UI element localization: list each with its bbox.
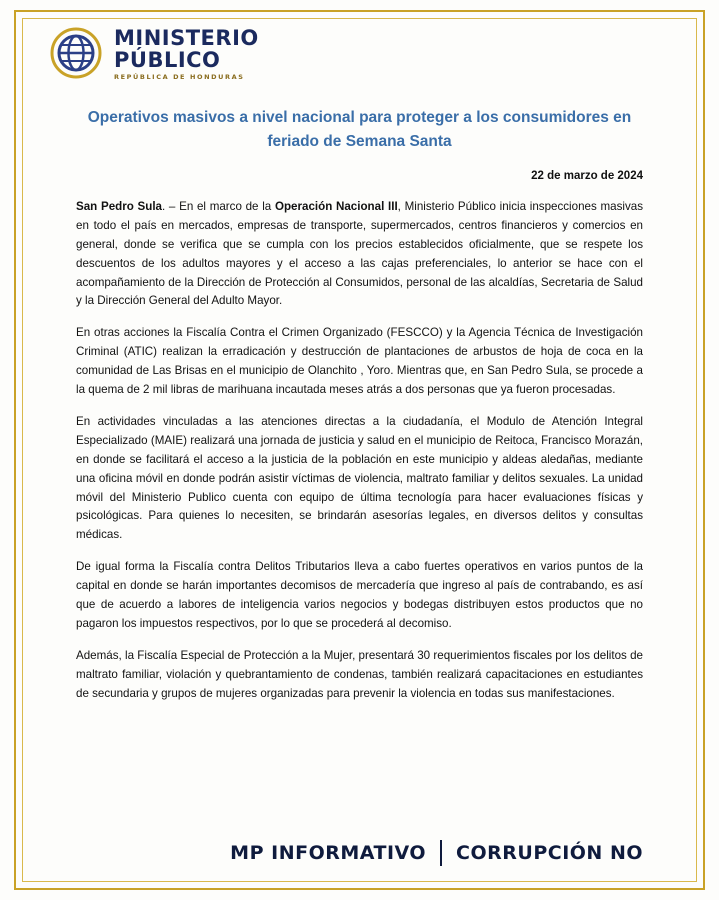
- paragraph-1-rest: , Ministerio Público inicia inspecciones masivas en todo el país en mercados, empresas de transporte, supermercados, centros financieros y comercios en general, donde se verifica que se cumpla con los precios establecidos oficialmente, que se respete los descuentos de los adultos mayores y el acceso a las cajas preferenciales, lo anterior se hace con el acompañamiento de la Dirección de Protección al Consumidos, personal de las alcaldías, Secretaria de Salud y la Dirección General del Adulto Mayor.: [76, 200, 643, 308]
- paragraph-1: [76, 198, 643, 311]
- corner-ornament-top-right: [679, 10, 705, 36]
- dateline-city: San Pedro Sula: [76, 200, 163, 214]
- brand-line-publico: PÚBLICO: [114, 47, 221, 72]
- article-body: [40, 198, 679, 703]
- operation-name: Operación Nacional III: [274, 200, 398, 214]
- paragraph-2: En otras acciones la Fiscalía Contra el Crimen Organizado (FESCCO) y la Agencia Técnica de Investigación Criminal (ATIC) realizan la erradicación y destrucción de plantaciones de arbustos de hoja de coca en la comunidad de Las Brisas en el municipio de Olanchito , Yoro. Mientras que, en San Pedro Sula, se procede a la quema de 2 mil libras de marihuana incautada meses atrás a dos personas que ya fueron procesadas.: [76, 326, 643, 397]
- paragraph-4: De igual forma la Fiscalía contra Delitos Tributarios lleva a cabo fuertes operativos en varios puntos de la capital en donde se harán importantes decomisos de mercadería que ingreso al país de contrabando, es así que de acuerdo a labores de inteligencia varios negocios y bodegas distribuyen estos productos que no pagaron los impuestos respectivos, por lo que se procederá al decomiso.: [76, 560, 643, 630]
- document-header: [40, 24, 679, 82]
- document-footer: [76, 840, 643, 866]
- corner-ornament-bottom-right: [679, 864, 705, 890]
- brand-line-ministerio: MINISTERIO: [114, 25, 259, 50]
- footer-left-text: MP INFORMATIVO: [230, 842, 427, 864]
- paragraph-5: Además, la Fiscalía Especial de Protección a la Mujer, presentará 30 requerimientos fiscales por los delitos de maltrato familiar, violación y quebrantamiento de condenas, también realizará capacitaciones en estudiantes de secundaria y grupos de mujeres organizadas para prevenir la violencia en todas sus manifestaciones.: [76, 648, 643, 700]
- footer-right-text: CORRUPCIÓN NO: [456, 842, 643, 864]
- page-title: Operativos masivos a nivel nacional para proteger a los consumidores en feriado de Semana Santa: [87, 109, 632, 151]
- publication-date: 22 de marzo de 2024: [531, 170, 643, 183]
- footer-divider: [440, 840, 442, 866]
- paragraph-3: En actividades vinculadas a las atenciones directas a la ciudadanía, el Modulo de Atención Integral Especializado (MAIE) realizará una jornada de justicia y salud en el municipio de Reitoca, Francisco Morazán, en donde se facilitará el acceso a la justicia de la población en este municipio y aldeas aledañas, mediante una oficina móvil en donde podrán asistir víctimas de violencia, maltrato familiar y delitos sexuales. La unidad móvil del Ministerio Publico cuenta con equipo de última tecnología para hacer evaluaciones físicas y psicológicas. Para quienes lo necesiten, se brindarán asesorías legales, en diversos delitos y consultas médicas.: [76, 414, 643, 542]
- brand-subtitle: REPÚBLICA DE HONDURAS: [114, 72, 245, 81]
- brand-wordmark: [114, 26, 259, 81]
- ministerio-publico-globe-icon: [50, 27, 102, 79]
- corner-ornament-top-left: [14, 10, 40, 36]
- corner-ornament-bottom-left: [14, 864, 40, 890]
- document-content: [40, 24, 679, 874]
- paragraph-1-intro: . – En el marco de la: [162, 200, 275, 214]
